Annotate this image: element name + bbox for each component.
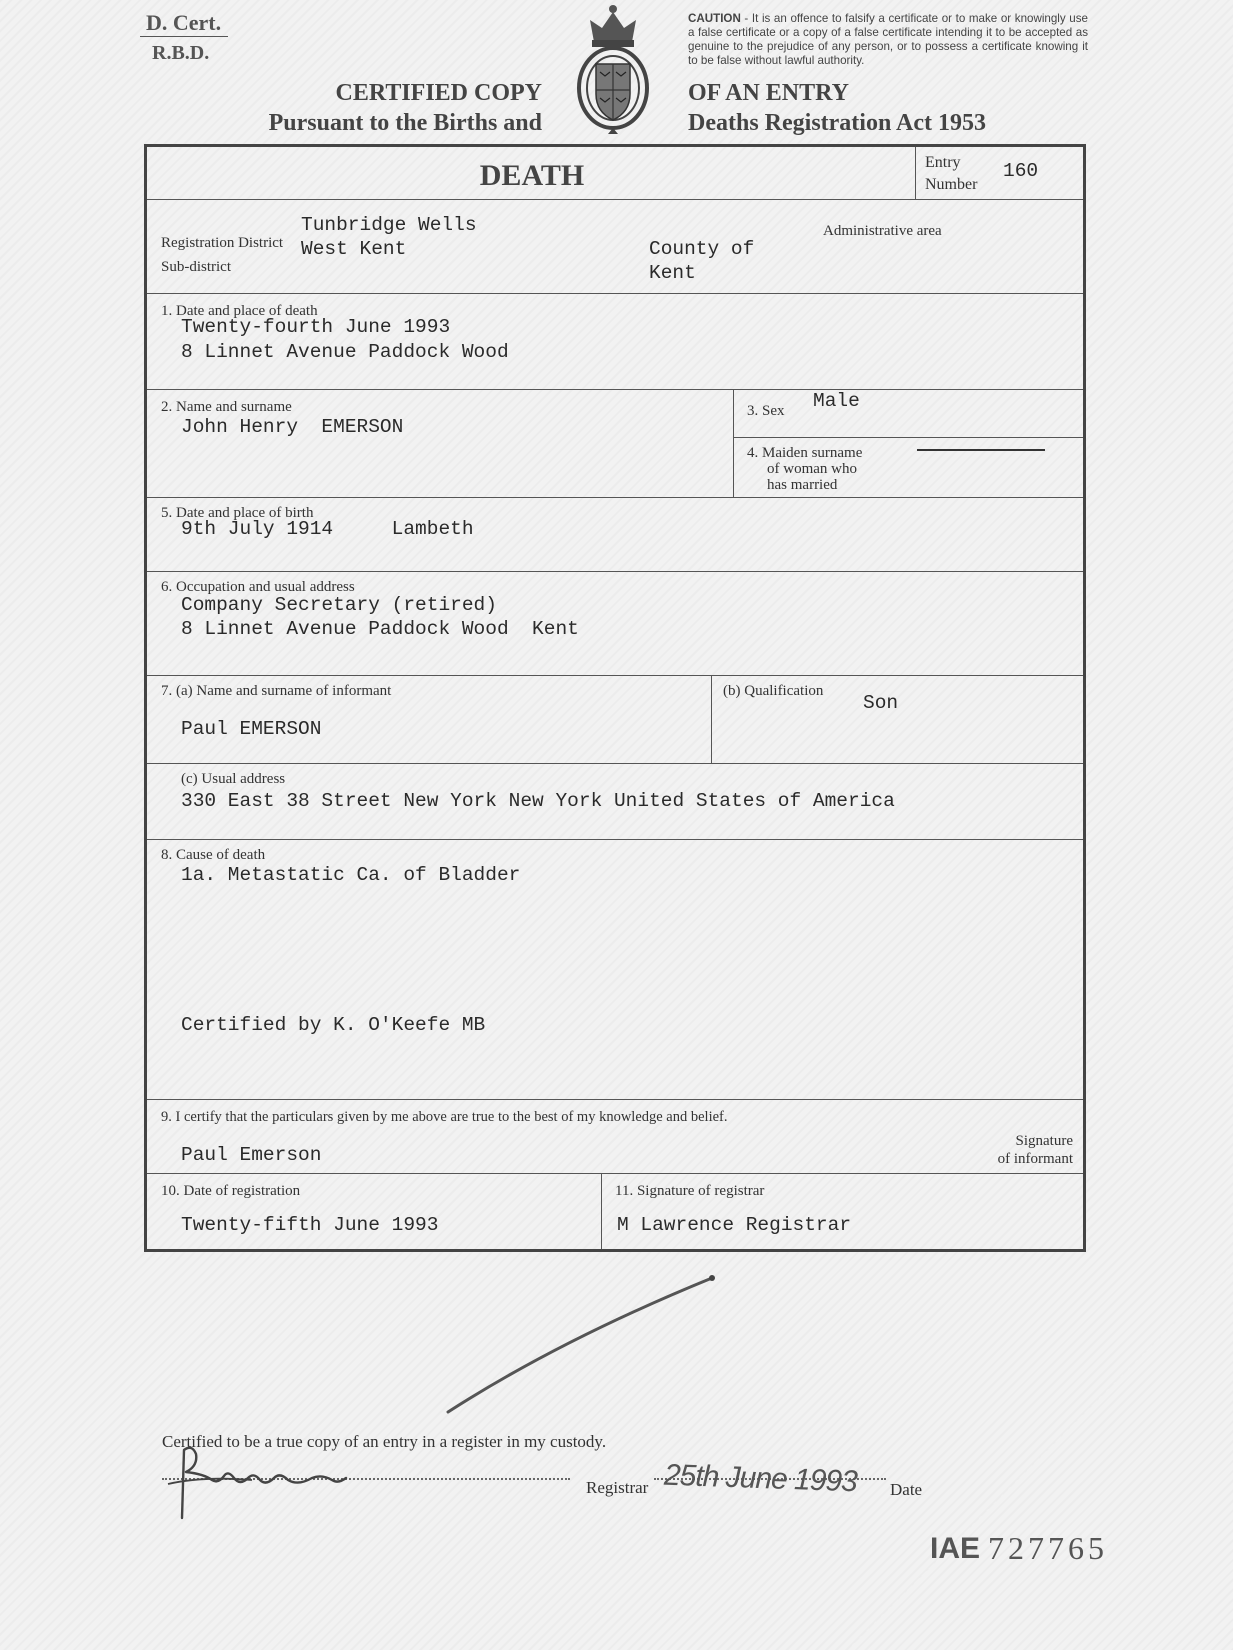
registration-date-label: 10. Date of registration	[161, 1183, 301, 1199]
maiden-surname-label-3: has married	[767, 477, 838, 493]
row-divider	[147, 571, 1083, 572]
row-divider	[147, 389, 1083, 390]
title-left-line-2: Pursuant to the Births and	[268, 110, 542, 136]
qualification-label: (b) Qualification	[723, 683, 824, 699]
signature-label-1: Signature	[1015, 1133, 1073, 1149]
cause-of-death-label: 8. Cause of death	[161, 847, 266, 863]
row-divider	[147, 675, 1083, 676]
row-divider	[147, 199, 1083, 200]
registrar-handwritten-signature	[162, 1440, 362, 1524]
royal-coat-of-arms-icon	[572, 2, 654, 136]
entry-number-label	[925, 155, 961, 171]
registration-district: Tunbridge Wells	[301, 214, 477, 236]
date-place-of-death-label: 1. Date and place of death	[161, 303, 318, 319]
sub-district-label: Sub-district	[161, 259, 231, 275]
row-divider	[147, 1099, 1083, 1100]
caution-notice	[688, 12, 1088, 68]
date-label: Date	[890, 1480, 923, 1499]
caution-text: - It is an offence to falsify a certificate or to make or knowingly use a false certificate or a copy of a false certificate intending it to be accepted as genuine to the prejudice of any person, or to possess a certificate knowing it to be false without lawful authority.	[688, 12, 1088, 67]
title-right-line-2: Deaths Registration Act 1953	[688, 110, 986, 136]
occupation-address-label: 6. Occupation and usual address	[161, 579, 355, 595]
title-right-line-1: OF AN ENTRY	[688, 80, 849, 106]
row-divider	[733, 437, 1083, 438]
certify-statement: 9. I certify that the particulars given by me above are true to the best of my knowledge and belief.	[161, 1109, 728, 1125]
registration-date: Twenty-fifth June 1993	[181, 1214, 439, 1236]
certified-true-copy-statement: Certified to be a true copy of an entry in a register in my custody.	[162, 1432, 607, 1451]
maiden-surname-label-1: 4. Maiden surname	[747, 445, 863, 461]
date-place-of-birth-label: 5. Date and place of birth	[161, 505, 314, 521]
column-divider	[601, 1173, 602, 1249]
caution-label: CAUTION	[688, 12, 741, 25]
entry-type-title: DEATH	[479, 159, 585, 192]
date-place-of-birth: 9th July 1914 Lambeth	[181, 518, 474, 540]
administrative-area-line-2: Kent	[649, 262, 696, 284]
maiden-surname-dash	[917, 449, 1045, 451]
registration-district-label: Registration District	[161, 235, 284, 251]
sex-label: 3. Sex	[747, 403, 785, 419]
informant-address-label: (c) Usual address	[181, 771, 286, 787]
administrative-area-line-1: County of	[649, 238, 755, 260]
informant-name-label: 7. (a) Name and surname of informant	[161, 683, 392, 699]
name-surname-label: 2. Name and surname	[161, 399, 292, 415]
entry-number: 160	[1003, 160, 1039, 182]
column-divider	[711, 675, 712, 763]
maiden-surname-label-2: of woman who	[767, 461, 857, 477]
row-divider	[147, 293, 1083, 294]
registrar-label: Registrar	[586, 1478, 649, 1497]
column-divider	[733, 389, 734, 497]
date-of-death: Twenty-fourth June 1993	[181, 316, 451, 338]
entry-number-divider	[915, 147, 916, 199]
deceased-name: John Henry EMERSON	[181, 416, 404, 438]
title-left-line-1: CERTIFIED COPY	[335, 80, 542, 106]
serial-prefix: IAE	[930, 1532, 981, 1565]
informant-signature: Paul Emerson	[181, 1144, 322, 1166]
office-code: R.B.D.	[152, 42, 210, 64]
registrar-signature-label: 11. Signature of registrar	[615, 1183, 765, 1199]
row-divider	[147, 763, 1083, 764]
pen-stroke-mark	[440, 1270, 720, 1420]
entry-number-label-1: Entry	[925, 154, 961, 171]
signature-label-2: of informant	[997, 1151, 1073, 1167]
handwritten-date: 25th June 1993	[663, 1458, 858, 1499]
form-code-divider	[140, 36, 228, 37]
row-divider	[147, 839, 1083, 840]
entry-number-label-2: Number	[925, 176, 978, 193]
cause-of-death: 1a. Metastatic Ca. of Bladder	[181, 864, 521, 886]
occupation: Company Secretary (retired)	[181, 594, 497, 616]
usual-address: 8 Linnet Avenue Paddock Wood Kent	[181, 618, 579, 640]
row-divider	[147, 1173, 1083, 1174]
qualification: Son	[863, 692, 899, 714]
row-divider	[147, 497, 1083, 498]
registrar-signature: M Lawrence Registrar	[617, 1214, 852, 1236]
serial-number: 727765	[988, 1530, 1108, 1566]
place-of-death: 8 Linnet Avenue Paddock Wood	[181, 341, 509, 363]
sub-district: West Kent	[301, 238, 407, 260]
sex-value: Male	[813, 390, 860, 412]
death-certificate-form	[144, 144, 1086, 1252]
informant-address: 330 East 38 Street New York New York United States of America	[181, 790, 895, 812]
administrative-area-label: Administrative area	[823, 223, 942, 239]
informant-name: Paul EMERSON	[181, 718, 322, 740]
form-code: D. Cert.	[146, 10, 222, 35]
certified-by: Certified by K. O'Keefe MB	[181, 1014, 486, 1036]
